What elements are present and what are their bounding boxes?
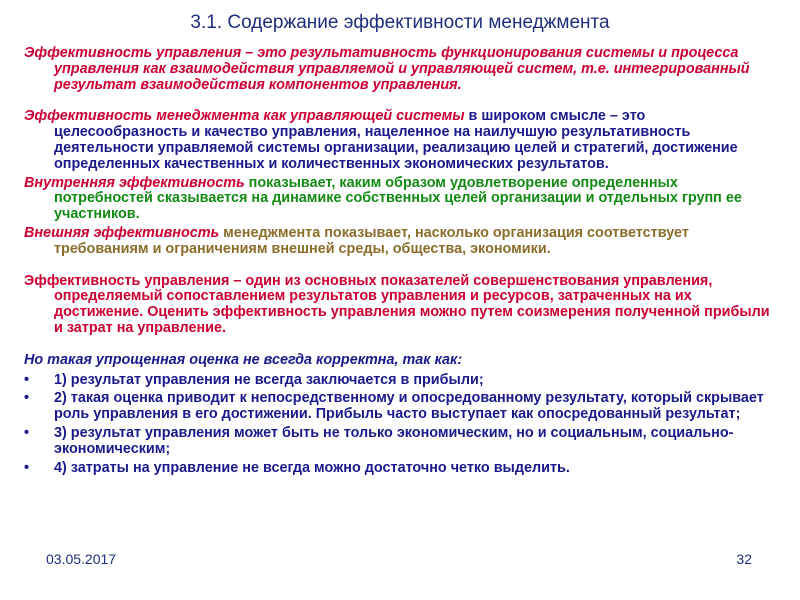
management-efficiency-term: Эффективность менеджмента как управляющей системы: [24, 108, 465, 125]
internal-efficiency-paragraph: [24, 176, 774, 223]
bullet-icon: •: [24, 390, 30, 407]
external-efficiency-text: менеджмента показывает, насколько организация соответствует требованиям и ограничениям внешней среды, общества, экономики.: [54, 224, 689, 257]
footer-date: 03.05.2017: [46, 551, 117, 567]
management-efficiency-text: в широком смысле – это целесообразность и качество управления, нацеленное на наилучшую результативность деятельности управляемой системы организации, реализацию целей и стратегий, достижение определенных качественных и количественных экономических результатов.: [54, 108, 738, 172]
page-number: 32: [736, 551, 752, 567]
slide-content: [24, 46, 774, 479]
internal-efficiency-text: показывает, каким образом удовлетворение определенных потребностей сказывается на динамике собственных целей организации и отдельных групп ее участников.: [54, 174, 742, 223]
list-item-text: 3) результат управления может быть не только экономическим, но и социальным, социально-экономическим;: [54, 424, 734, 457]
limitations-intro: Но такая упрощенная оценка не всегда корректна, так как:: [24, 351, 463, 368]
limitations-list: [24, 373, 774, 477]
bullet-icon: •: [24, 424, 30, 441]
bullet-icon: •: [24, 371, 30, 388]
list-item: [24, 391, 774, 423]
list-item: [24, 461, 774, 477]
list-item-text: 1) результат управления не всегда заключается в прибыли;: [54, 371, 484, 388]
list-item-text: 2) такая оценка приводит к непосредственному и опосредованному результату, который скрывает роль управления в его достижении. Прибыль часто выступает как опосредованный результат;: [54, 390, 764, 423]
list-item: [24, 426, 774, 458]
list-item-text: 4) затраты на управление не всегда можно достаточно четко выделить.: [54, 459, 570, 476]
external-efficiency-paragraph: [24, 226, 774, 258]
list-item: [24, 373, 774, 389]
slide-title: 3.1. Содержание эффективности менеджмента: [190, 12, 610, 33]
definition-paragraph: Эффективность управления – это результативность функционирования системы и процесса управления как взаимодействия управляемой и управляющей систем, т.е. интегрированный результат взаимодействия компонентов управления.: [24, 45, 750, 93]
management-efficiency-paragraph: [24, 109, 774, 172]
external-efficiency-term: Внешняя эффективность: [24, 224, 220, 241]
efficiency-indicator-paragraph: Эффективность управления – один из основных показателей совершенствования управления, определяемый сопоставлением результатов управления и ресурсов, затраченных на их достижение. Оценить эффективность управления можно путем соизмерения полученной прибыли и затрат на управление.: [24, 272, 770, 336]
bullet-icon: •: [24, 459, 30, 476]
internal-efficiency-term: Внутренняя эффективность: [24, 174, 245, 191]
